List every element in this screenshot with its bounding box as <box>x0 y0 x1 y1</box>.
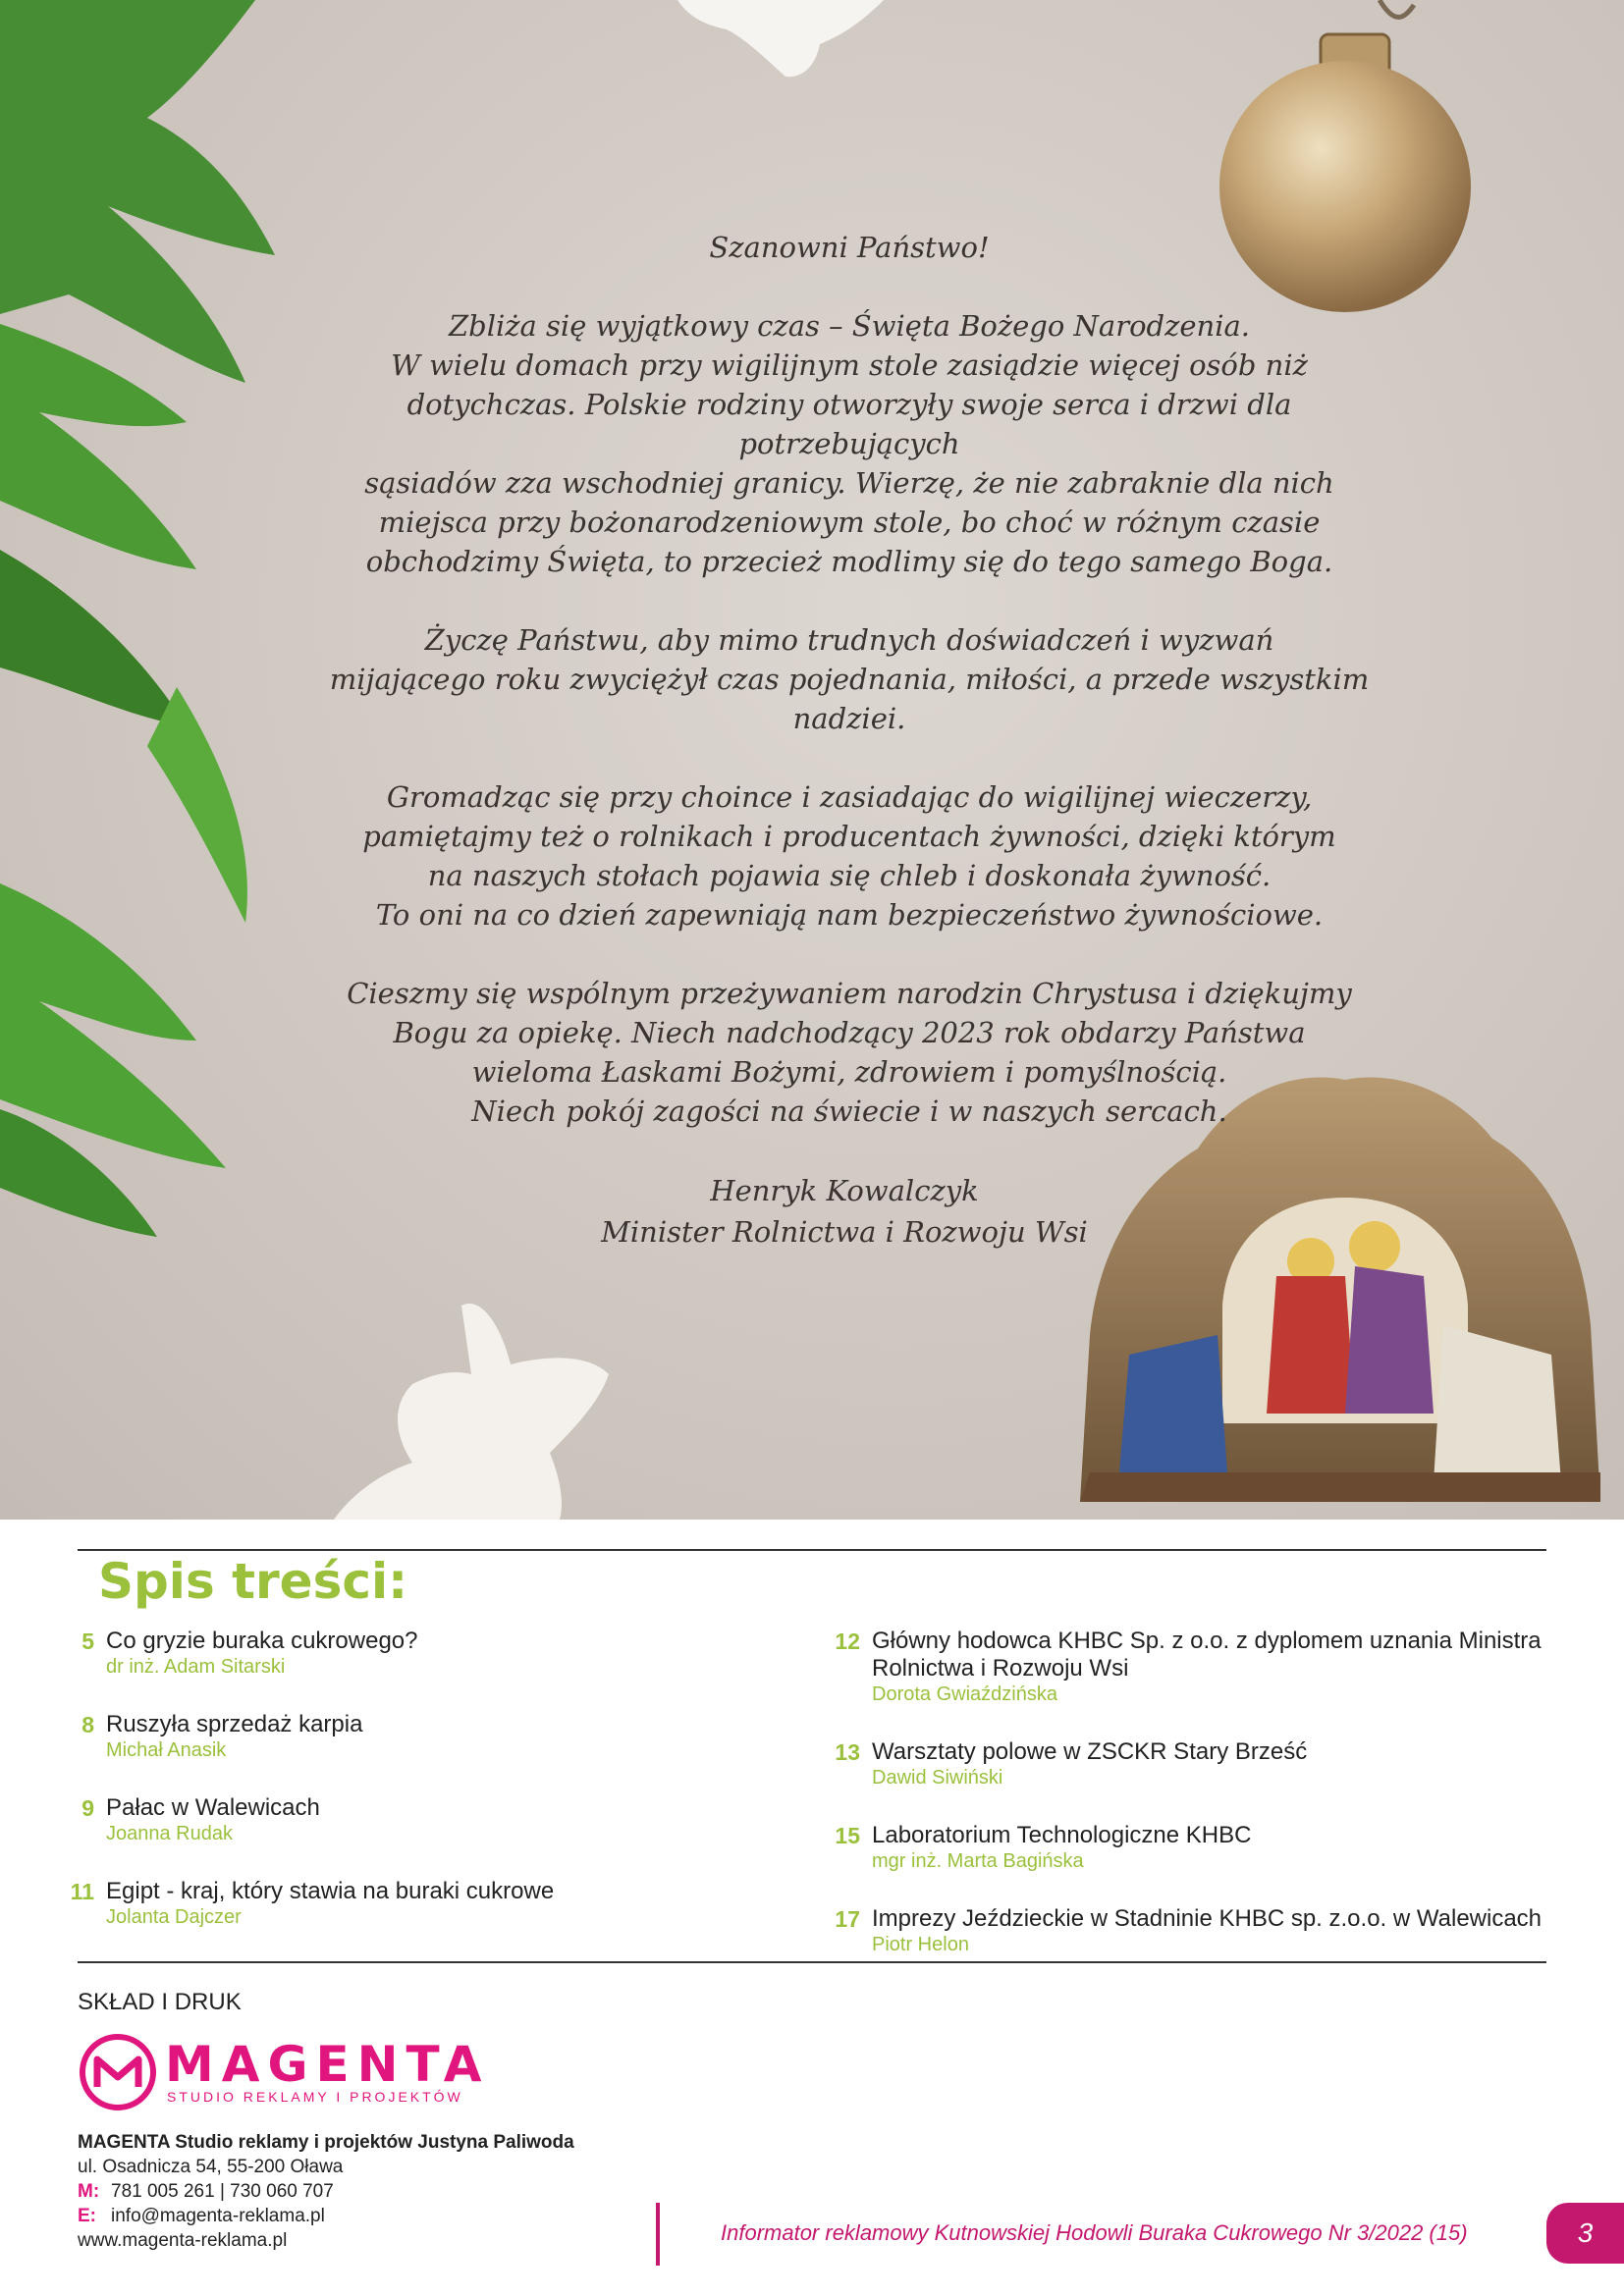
letter-line: pamiętajmy też o rolnikach i producentach żywności, dzięki którym <box>362 820 1336 853</box>
fir-branch-decoration <box>0 0 275 1237</box>
letter-line: na naszych stołach pojawia się chleb i doskonała żywność. <box>427 859 1272 892</box>
toc-article-title: Laboratorium Technologiczne KHBC <box>872 1822 1252 1848</box>
company-name: MAGENTA Studio reklamy i projektów Justyna Paliwoda <box>78 2132 574 2153</box>
letter-line: W wielu domach przy wigilijnym stole zasiądzie więcej osób niż <box>391 348 1308 382</box>
letter-paragraph-1 <box>295 306 1404 581</box>
magenta-logo-tagline: STUDIO REKLAMY I PROJEKTÓW <box>167 2089 463 2105</box>
company-email <box>78 2204 574 2228</box>
toc-article-author: Jolanta Dajczer <box>106 1906 242 1928</box>
letter-line: Cieszmy się wspólnym przeżywaniem narodzin Chrystusa i dziękujmy <box>347 977 1352 1010</box>
toc-article-title: Co gryzie buraka cukrowego? <box>106 1628 418 1654</box>
signature-name: Henryk Kowalczyk <box>710 1174 979 1207</box>
greeting-letter <box>295 228 1404 1170</box>
letter-line: sąsiadów zza wschodniej granicy. Wierzę, że nie zabraknie dla nich <box>364 466 1334 500</box>
toc-article-title: Ruszyła sprzedaż karpia <box>106 1711 363 1737</box>
toc-page-number: 15 <box>835 1823 860 1848</box>
letter-line: Zbliża się wyjątkowy czas – Święta Bożego Narodzenia. <box>448 309 1250 343</box>
toc-page-number: 13 <box>835 1739 860 1765</box>
toc-article-author: mgr inż. Marta Bagińska <box>872 1850 1084 1872</box>
letter-line: dotychczas. Polskie rodziny otworzyły swoje serca i drzwi dla potrzebujących <box>406 388 1292 460</box>
white-star-cookie-top <box>677 0 884 77</box>
letter-signature <box>550 1170 1139 1253</box>
toc-article-title: Pałac w Walewicach <box>106 1794 320 1821</box>
company-website[interactable]: www.magenta-reklama.pl <box>78 2230 288 2251</box>
toc-bottom-rule <box>78 1961 1546 1963</box>
toc-article-author: Michał Anasik <box>106 1739 227 1761</box>
letter-line: obchodzimy Święta, to przecież modlimy się do tego samego Boga. <box>365 545 1333 578</box>
letter-line: wieloma Łaskami Bożymi, zdrowiem i pomyślnością. <box>471 1055 1227 1089</box>
toc-page-number: 17 <box>835 1906 860 1932</box>
publication-note: Informator reklamowy Kutnowskiej Hodowli Buraka Cukrowego Nr 3/2022 (15) <box>721 2220 1468 2245</box>
phone-label: M: <box>78 2181 100 2202</box>
letter-greeting: Szanowni Państwo! <box>709 231 990 264</box>
toc-page-number: 9 <box>81 1795 94 1821</box>
footer-divider <box>656 2203 660 2266</box>
magenta-logo-icon <box>78 2032 158 2112</box>
company-phone <box>78 2179 574 2204</box>
letter-line: To oni na co dzień zapewniają nam bezpieczeństwo żywnościowe. <box>375 898 1324 932</box>
toc-page-number: 12 <box>835 1629 860 1654</box>
toc-page-number: 11 <box>70 1879 94 1904</box>
letter-paragraph-4 <box>295 974 1404 1131</box>
toc-title: Spis treści: <box>98 1553 408 1610</box>
letter-paragraph-2 <box>295 620 1404 738</box>
letter-line: Niech pokój zagości na świecie i w naszych sercach. <box>471 1095 1227 1128</box>
toc-article-title: Imprezy Jeździeckie w Stadninie KHBC sp. z.o.o. w Walewicach <box>872 1905 1543 1932</box>
toc-page-number: 5 <box>81 1629 94 1654</box>
toc-article-title: Główny hodowca KHBC Sp. z o.o. z dyplomem uznania Ministra Rolnictwa i Rozwoju Wsi <box>872 1628 1542 1682</box>
email-label: E: <box>78 2206 96 2226</box>
toc-article-title: Egipt - kraj, który stawia na buraki cukrowe <box>106 1878 555 1904</box>
company-info <box>78 2130 574 2253</box>
toc-article-title: Warsztaty polowe w ZSCKR Stary Brześć <box>872 1738 1308 1765</box>
letter-line: mijającego roku zwyciężył czas pojednania, miłości, a przede wszystkim nadziei. <box>329 663 1370 735</box>
magenta-logo-text: MAGENTA <box>165 2036 490 2093</box>
toc-article-author: Dorota Gwiaździńska <box>872 1683 1057 1705</box>
signature-title: Minister Rolnictwa i Rozwoju Wsi <box>601 1215 1088 1249</box>
email-value[interactable]: info@magenta-reklama.pl <box>111 2206 325 2226</box>
toc-top-rule <box>78 1549 1546 1551</box>
letter-paragraph-3 <box>295 777 1404 934</box>
phone-value[interactable]: 781 005 261 | 730 060 707 <box>111 2181 334 2202</box>
toc-article-author: Piotr Helon <box>872 1934 969 1955</box>
letter-line: Bogu za opiekę. Niech nadchodzący 2023 rok obdarzy Państwa <box>393 1016 1306 1049</box>
print-credit-label: SKŁAD I DRUK <box>78 1989 242 2015</box>
letter-line: Życzę Państwu, aby mimo trudnych doświadczeń i wyzwań <box>424 623 1274 657</box>
toc-article-author: dr inż. Adam Sitarski <box>106 1656 286 1678</box>
toc-page-number: 8 <box>81 1712 94 1737</box>
company-address: ul. Osadnicza 54, 55-200 Oława <box>78 2157 344 2177</box>
white-star-cookie-bottom <box>334 1304 609 1520</box>
letter-line: miejsca przy bożonarodzeniowym stole, bo choć w różnym czasie <box>378 506 1321 539</box>
toc-article-author: Dawid Siwiński <box>872 1767 1003 1789</box>
page-number-badge: 3 <box>1546 2203 1624 2264</box>
toc-article-author: Joanna Rudak <box>106 1823 233 1844</box>
letter-line: Gromadząc się przy choince i zasiadając do wigilijnej wieczerzy, <box>386 780 1313 814</box>
